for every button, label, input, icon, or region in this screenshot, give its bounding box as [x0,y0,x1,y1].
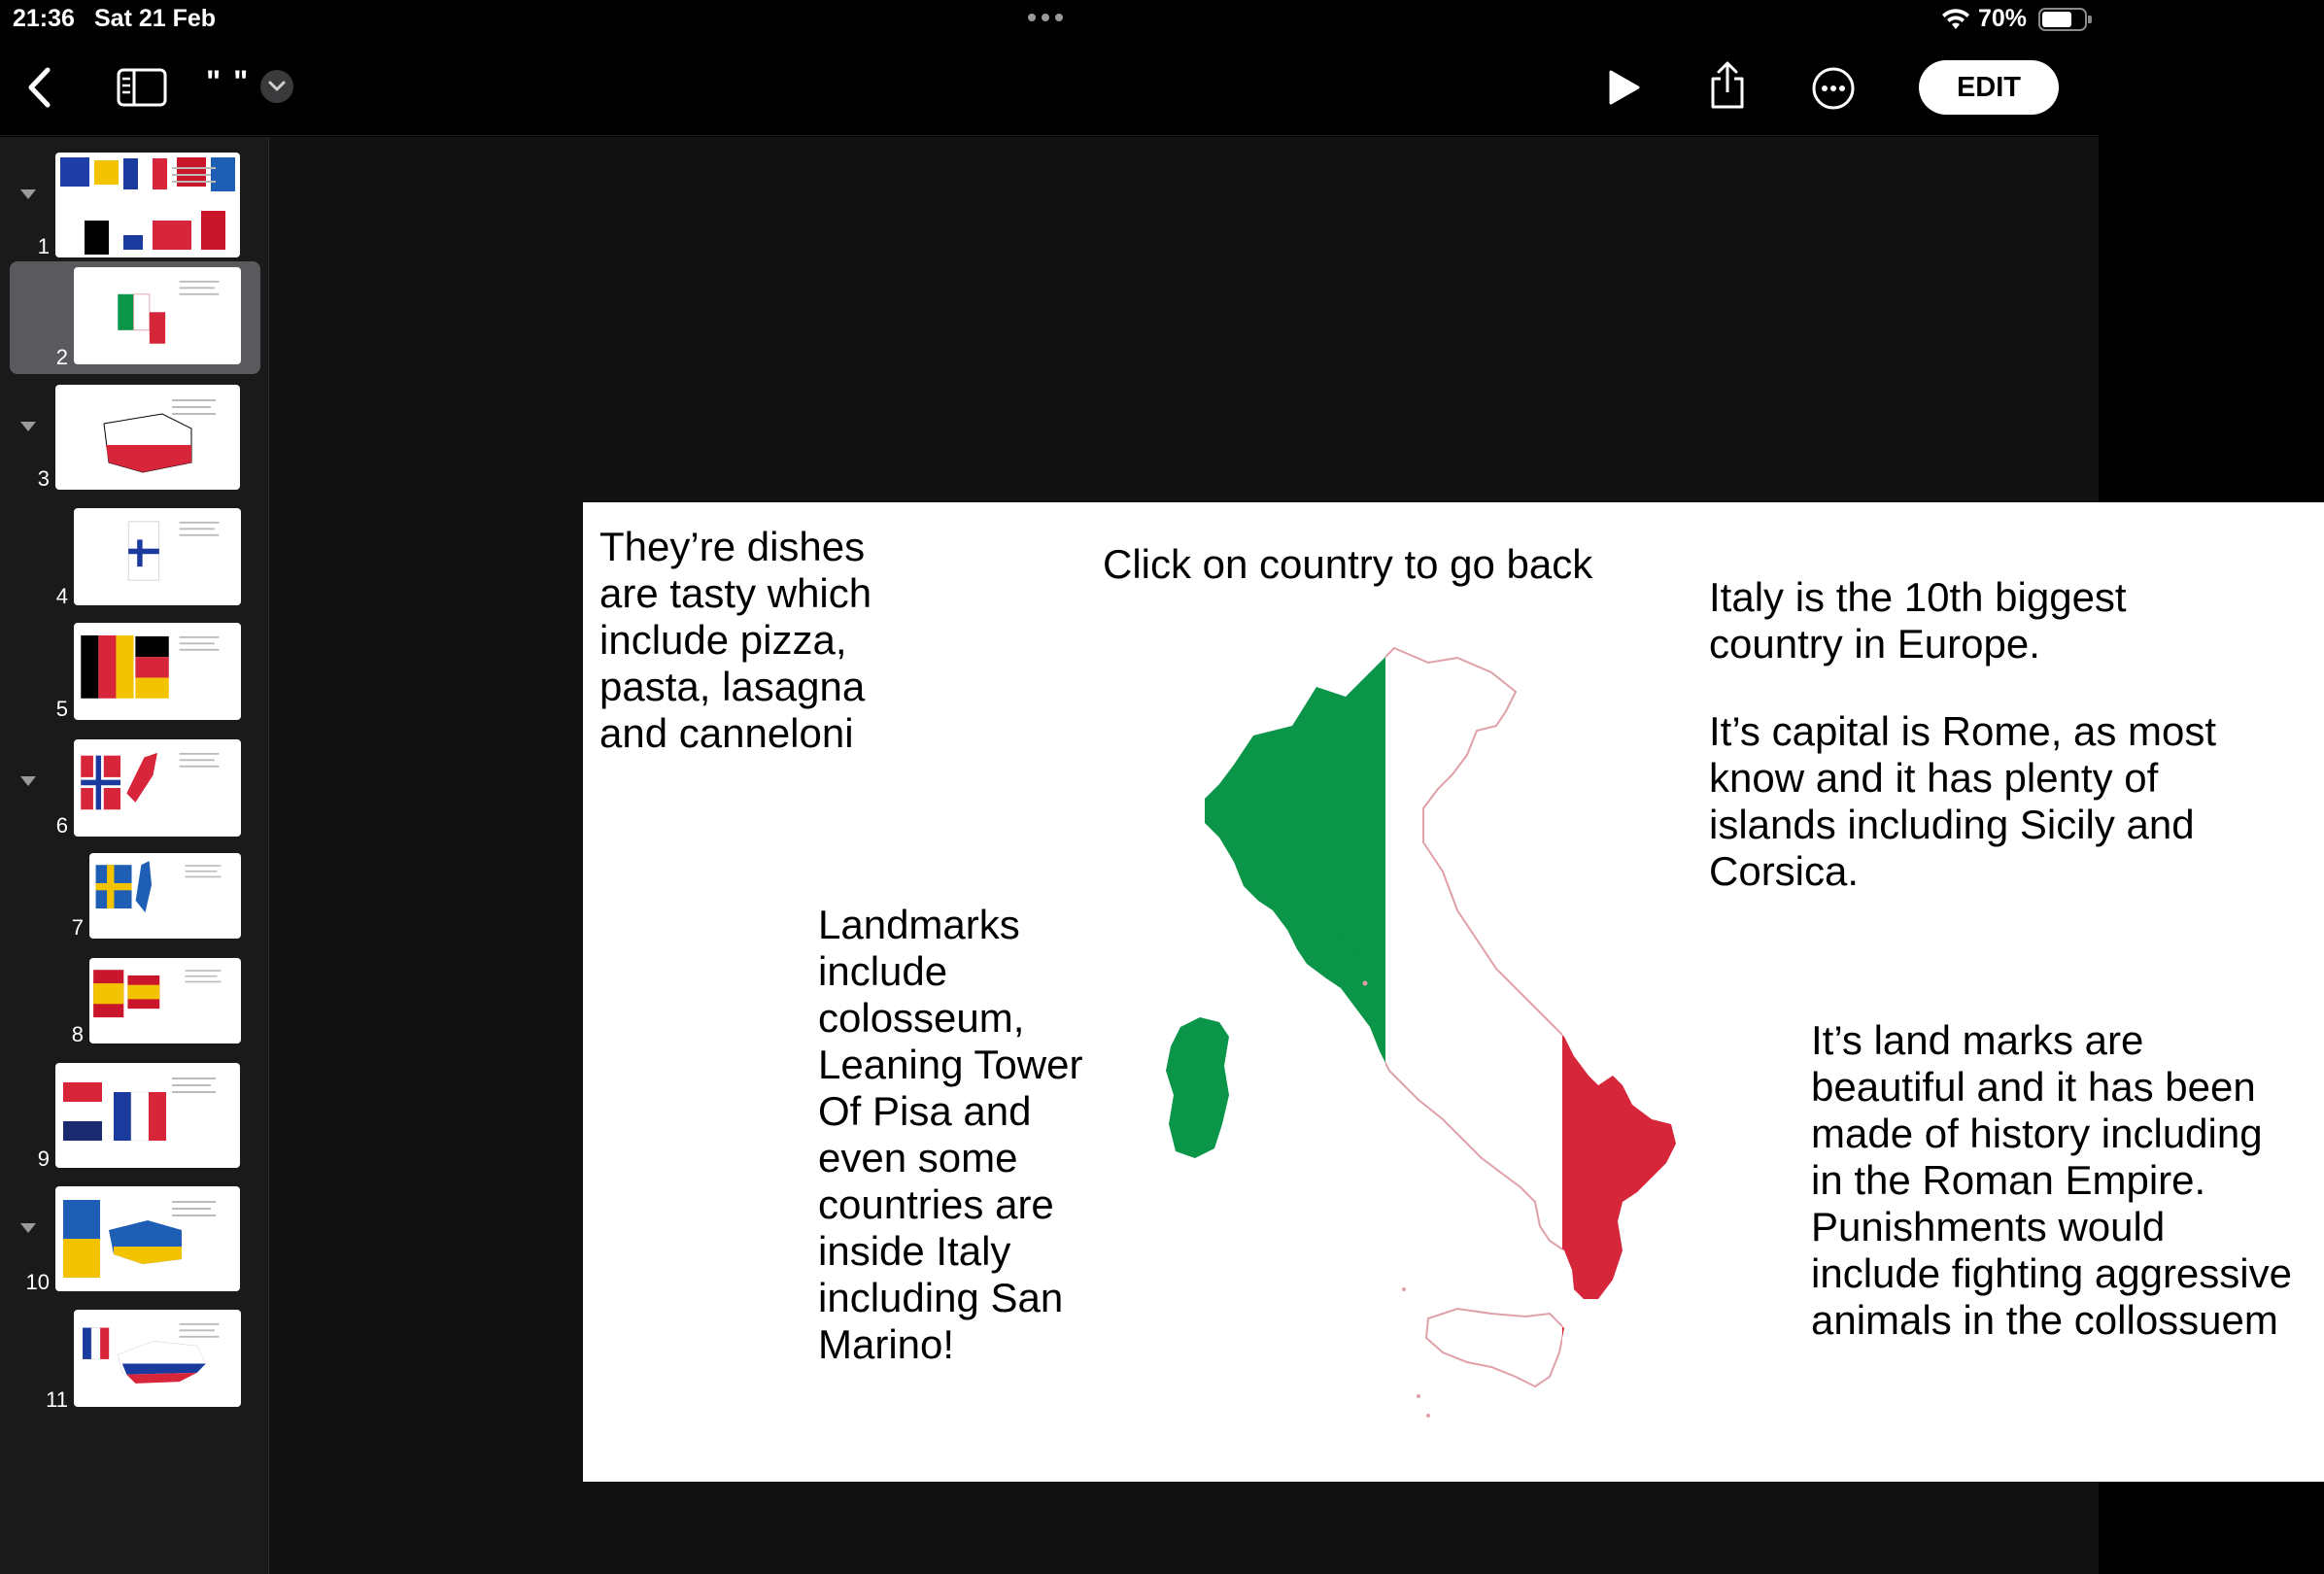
battery-icon [2038,8,2087,31]
slide-navigator [0,137,269,1574]
slide-preview[interactable] [89,958,241,1044]
slide-number: 5 [55,697,68,721]
slide-number: 2 [55,345,68,369]
slide-number: 3 [37,466,50,491]
edit-button[interactable]: EDIT [1919,60,2059,115]
current-slide[interactable] [583,502,2324,1482]
slide-preview[interactable] [74,739,241,837]
slide-thumbnail-5[interactable] [0,623,269,732]
back-button[interactable] [17,64,60,111]
collapse-triangle-icon[interactable] [20,776,36,786]
slide-number: 4 [55,584,68,608]
slide-preview[interactable] [74,1310,241,1407]
wifi-icon [1941,8,1970,31]
slide-preview[interactable] [74,267,241,364]
slide-number: 9 [37,1146,50,1171]
slide-thumbnail-1[interactable] [0,145,269,261]
slide-number: 11 [46,1387,68,1412]
slide-thumbnail-8[interactable] [0,958,269,1055]
facts-text-2[interactable]: It’s capital is Rome, as most know and it has plenty of islands including Sicily and Corsica. [1709,708,2217,894]
slide-number: 6 [55,813,68,838]
slide-thumbnail-11[interactable] [0,1310,269,1419]
battery-percent: 70% [1978,5,2028,32]
slide-thumbnail-3[interactable] [0,385,269,501]
slide-preview[interactable] [55,1063,240,1168]
status-bar [0,0,2099,39]
slide-number: 8 [71,1022,84,1046]
history-text[interactable]: It’s land marks are beautiful and it has been made of history including in the Roman Empire. Punishments would include fighting aggressive animals in the collossuem [1811,1017,2292,1343]
slide-thumbnail-10[interactable] [0,1186,269,1303]
slide-number: 1 [37,234,50,258]
title-menu-button[interactable] [260,70,293,103]
sidebar-icon [117,68,167,107]
chevron-down-icon [268,81,286,92]
slide-preview[interactable] [55,1186,240,1291]
share-icon [1708,61,1747,110]
play-button[interactable] [1603,66,1646,109]
collapse-triangle-icon[interactable] [20,189,36,199]
facts-text-1[interactable]: Italy is the 10th biggest country in Europe. [1709,574,2127,667]
slide-preview[interactable] [74,508,241,605]
status-time: 21:36 [13,5,75,32]
slide-preview[interactable] [55,153,240,257]
collapse-triangle-icon[interactable] [20,1223,36,1233]
landmarks-text[interactable]: Landmarks include colosseum, Leaning Tower Of Pisa and even some countries are inside Italy including San Marino! [818,902,1083,1367]
document-title[interactable]: " " [206,64,251,99]
play-icon [1608,69,1641,106]
slide-title[interactable]: Click on country to go back [1103,541,1593,587]
multitasking-dots-icon[interactable] [1028,14,1063,21]
collapse-triangle-icon[interactable] [20,422,36,431]
food-text[interactable]: They’re dishes are tasty which include pizza, pasta, lasagna and canneloni [599,524,872,756]
slide-preview[interactable] [74,623,241,720]
slide-thumbnail-6[interactable] [0,739,269,848]
share-button[interactable] [1706,60,1749,111]
slide-canvas[interactable] [269,137,2292,1574]
slide-thumbnail-9[interactable] [0,1063,269,1180]
ellipsis-circle-icon [1811,66,1856,111]
chevron-left-icon [26,67,51,108]
slide-thumbnail-7[interactable] [0,853,269,950]
toolbar [0,39,2099,136]
status-date: Sat 21 Feb [94,5,217,32]
slide-preview[interactable] [55,385,240,490]
slide-number: 7 [71,915,84,940]
slide-preview[interactable] [89,853,241,939]
slide-number: 10 [25,1270,50,1294]
italy-map[interactable] [1108,619,1788,1454]
slide-thumbnail-2[interactable] [0,261,269,370]
slide-thumbnail-4[interactable] [0,508,269,617]
more-button[interactable] [1811,66,1856,111]
sidebar-toggle-button[interactable] [115,64,169,111]
